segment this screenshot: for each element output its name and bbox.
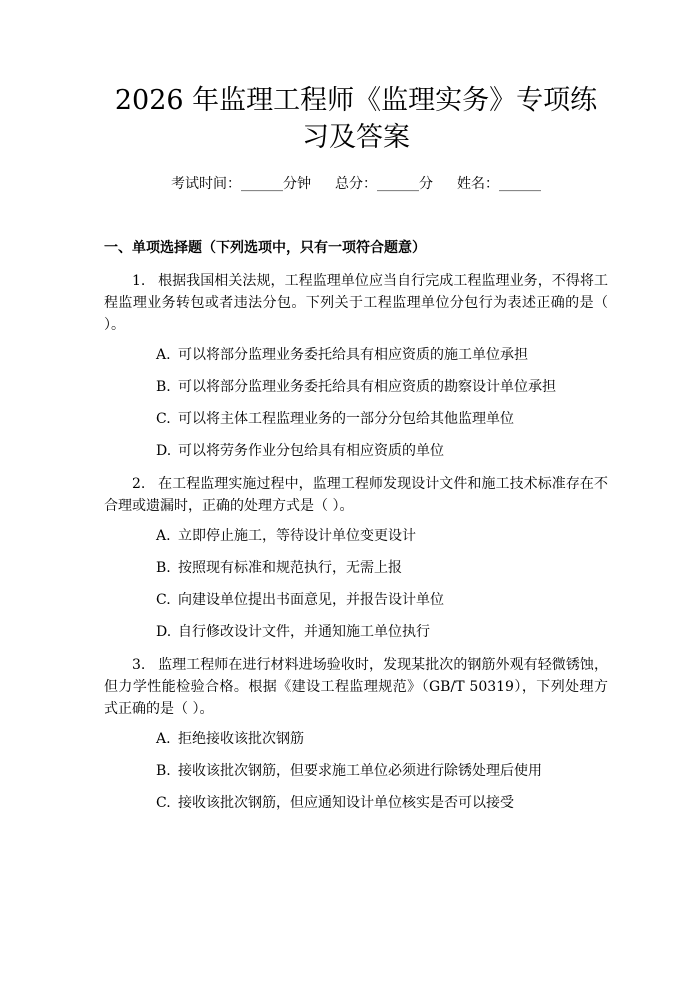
option-letter: C. <box>156 592 171 608</box>
option-text: 可以将部分监理业务委托给具有相应资质的施工单位承担 <box>178 347 528 363</box>
option-text: 接收该批次钢筋，但应通知设计单位核实是否可以接受 <box>178 795 514 811</box>
option-a <box>104 728 608 750</box>
option-text: 可以将部分监理业务委托给具有相应资质的勘察设计单位承担 <box>178 379 556 395</box>
option-c <box>104 792 608 814</box>
option-letter: A. <box>156 528 171 544</box>
option-b <box>104 376 608 398</box>
section-heading: 一、单项选择题（下列选项中，只有一项符合题意） <box>104 240 426 256</box>
name-label: 姓名：______ <box>457 176 541 192</box>
page-title: 2026 年监理工程师《监理实务》专项练习及答案 <box>114 85 598 153</box>
question-1-options <box>104 344 608 462</box>
option-letter: D. <box>156 624 172 640</box>
option-d <box>104 440 608 462</box>
option-letter: D. <box>156 443 172 459</box>
exam-meta <box>104 173 608 195</box>
option-text: 可以将主体工程监理业务的一部分分包给其他监理单位 <box>178 411 514 427</box>
question-text: 监理工程师在进行材料进场验收时，发现某批次的钢筋外观有轻微锈蚀，但力学性能检验合格。根据《建设工程监理规范》（GB/T 50319），下列处理方式正确的是（ ）。 <box>104 657 608 717</box>
option-text: 向建设单位提出书面意见，并报告设计单位 <box>178 592 444 608</box>
option-letter: B. <box>156 560 171 576</box>
exam-time-label: 考试时间：______分钟 <box>171 176 311 192</box>
option-b <box>104 760 608 782</box>
question-3 <box>104 654 608 720</box>
option-text: 按照现有标准和规范执行，无需上报 <box>178 560 402 576</box>
total-score-label: 总分：______分 <box>335 176 433 192</box>
option-text: 自行修改设计文件，并通知施工单位执行 <box>178 624 430 640</box>
option-letter: C. <box>156 795 171 811</box>
option-d <box>104 621 608 643</box>
question-2-options <box>104 525 608 643</box>
option-text: 接收该批次钢筋，但要求施工单位必须进行除锈处理后使用 <box>178 763 542 779</box>
option-letter: B. <box>156 379 171 395</box>
question-text: 根据我国相关法规，工程监理单位应当自行完成工程监理业务，不得将工程监理业务转包或者违法分包。下列关于工程监理单位分包行为表述正确的是（ ）。 <box>104 273 608 333</box>
option-text: 拒绝接收该批次钢筋 <box>178 731 304 747</box>
option-letter: B. <box>156 763 171 779</box>
option-b <box>104 557 608 579</box>
question-text: 在工程监理实施过程中，监理工程师发现设计文件和施工技术标准存在不合理或遗漏时，正确的处理方式是（ ）。 <box>104 476 608 514</box>
question-1 <box>104 270 608 336</box>
question-2 <box>104 473 608 517</box>
option-text: 可以将劳务作业分包给具有相应资质的单位 <box>178 443 444 459</box>
option-a <box>104 344 608 366</box>
document-page <box>0 82 700 987</box>
option-c <box>104 408 608 430</box>
option-letter: A. <box>156 347 171 363</box>
question-number: 2. <box>132 476 146 492</box>
option-letter: C. <box>156 411 171 427</box>
option-text: 立即停止施工，等待设计单位变更设计 <box>178 528 416 544</box>
option-a <box>104 525 608 547</box>
question-3-options <box>104 728 608 814</box>
option-letter: A. <box>156 731 171 747</box>
question-number: 3. <box>132 657 146 673</box>
question-number: 1. <box>132 273 146 289</box>
option-c <box>104 589 608 611</box>
